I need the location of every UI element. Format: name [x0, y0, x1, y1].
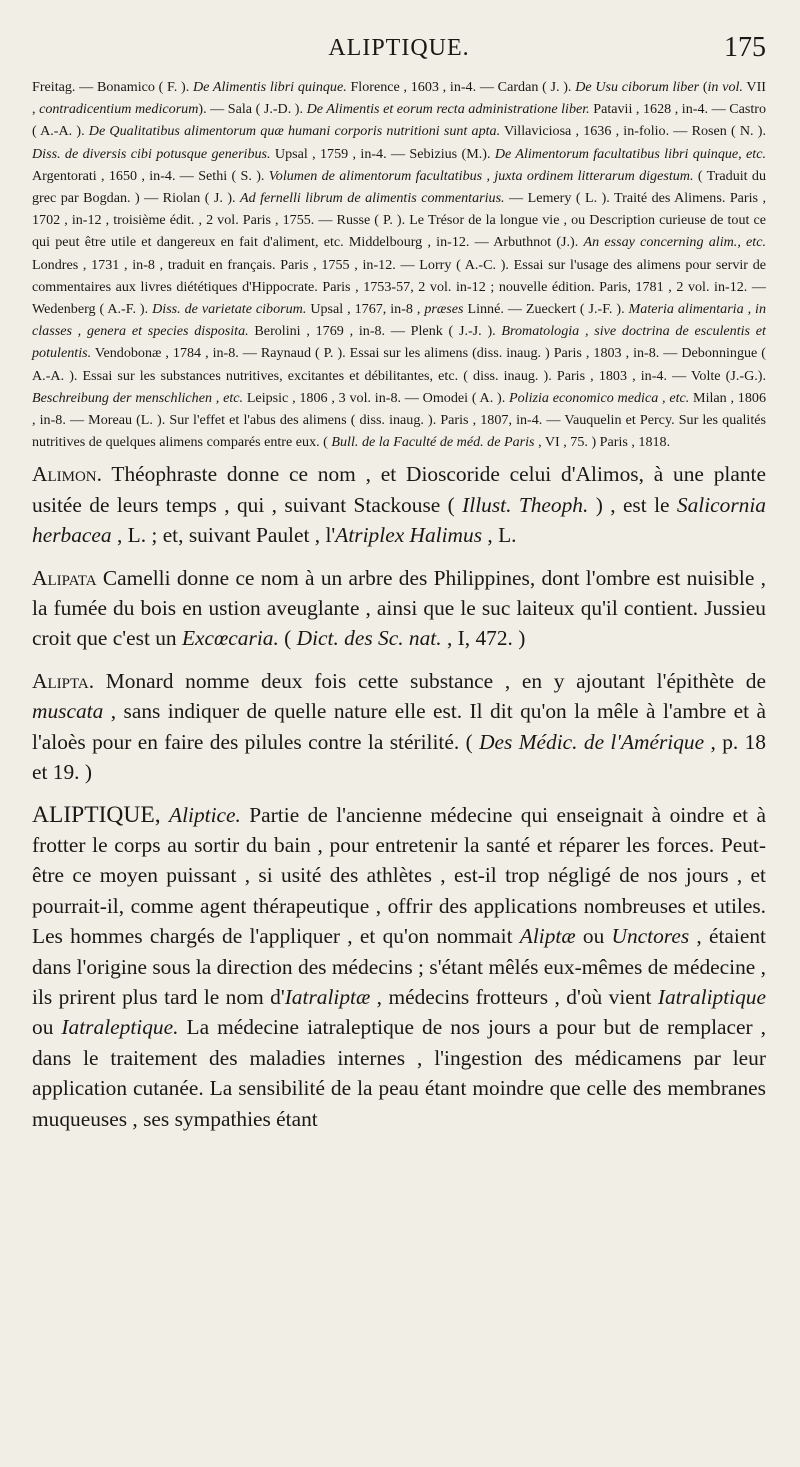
text-run: Patavii , 1628 , in-4. — Castro ( A.-A. ). — [32, 101, 766, 140]
dictionary-entries — [32, 459, 766, 1134]
italic-text: Volumen de alimentorum facultatibus , juxta ordinem litterarum digestum. — [268, 167, 694, 184]
text-run: , p. 18 et 19. ) — [32, 729, 766, 785]
text-run: Partie de l'ancienne médecine qui enseignait à oindre et à frotter le corps au sortir du bain , pour entretenir la santé et réparer les forces. Peut-être ce moyen puissant , si usité des athlètes , est-il trop négligé de nos jours , et pourrait-il, comme agent thérapeutique , offrir des applications nombreuses et utiles. Les hommes chargés de l'appliquer , et qu'on nommait — [32, 802, 766, 949]
text-run: , VI , 75. ) Paris , 1818. — [534, 434, 671, 451]
entry-headword: Alipta. — [32, 668, 95, 693]
italic-text: Bromatologia , sive doctrina de esculentis et potulentis. — [32, 323, 766, 362]
text-run: , L. — [482, 523, 517, 548]
italic-text: Diss. de varietate ciborum. — [152, 301, 307, 318]
italic-text: Bull. de la Faculté de méd. de Paris — [331, 434, 535, 451]
text-run: ). — Sala ( J.-D. ). — [198, 101, 307, 118]
text-run: ( Traduit du grec par Bogdan. ) — Riolan ( J. ). — [32, 167, 766, 207]
text-run: ) , est le — [588, 492, 677, 517]
text-run: Camelli donne ce nom à un arbre des Philippines, dont l'ombre est nuisible , la fumée du bois en ustion aveuglante , ainsi que le suc laiteux qu'il contient. Jussieu croit que c'est un — [32, 565, 766, 651]
text-run: La médecine iatraleptique de nos jours a pour but de remplacer , dans le traitement des maladies internes , l'ingestion des médicamens par leur application cutanée. La sensibilité de la peau étant moindre que celle des membranes muqueuses , ses sympathies étant — [32, 1015, 766, 1131]
italic-text: De Usu ciborum liber — [575, 79, 700, 95]
text-run: ( — [699, 79, 708, 95]
text-run: Berolini , 1769 , in-8. — Plenk ( J.-J. ). — [248, 323, 502, 340]
italic-text: in vol. — [707, 79, 743, 95]
italic-text: Iatraleptique. — [61, 1015, 179, 1040]
text-run: ou — [575, 924, 612, 949]
dictionary-entry — [32, 459, 766, 550]
text-run: , I, 472. ) — [441, 626, 526, 651]
text-run: Milan , 1806 , in-8. — Moreau (L. ). Sur l'effet et l'abus des alimens ( diss. inaug. ). Paris , 1807, in-4. — Vauquelin et Percy. Sur les qualités nutritives de quelques alimens comparés entre eux. ( — [32, 389, 766, 451]
italic-text: Salicornia herbacea — [32, 492, 766, 548]
text-run: , L. ; et, suivant Paulet , l' — [111, 523, 336, 548]
italic-text: Diss. de diversis cibi potusque generibus. — [32, 145, 271, 162]
italic-text: An essay concerning alim., etc. — [583, 234, 767, 251]
italic-text: Polizia economico medica , etc. — [509, 389, 690, 406]
text-run: Vendobonæ , 1784 , in-8. — Raynaud ( P. ). Essai sur les alimens (diss. inaug. ) Paris , 1803 , in-8. — Debonningue ( A.-A. ). Essai sur les substances nutritives, excitantes et débilitantes, etc. ( diss. inaug. ). Paris , 1803 , in-4. — Volte (J.-G.). — [32, 345, 766, 384]
text-run: VII , — [32, 79, 766, 118]
italic-text: De Alimentis et eorum recta administratione liber. — [306, 101, 590, 118]
bibliography-block — [32, 76, 766, 453]
dictionary-entry — [32, 666, 766, 788]
italic-text: De Qualitatibus alimentorum quæ humani corporis nutritioni sunt apta. — [88, 123, 501, 140]
text-run: , médecins frotteurs , d'où vient — [370, 984, 658, 1009]
text-run: — Lemery ( L. ). Traité des Alimens. Paris , 1702 , in-12 , troisième édit. , 2 vol. Paris , 1755. — Russe ( P. ). Le Trésor de la longue vie , ou Description curieuse de tout ce qui peut être utile et dangereux en fait d'aliment, etc. Middelbourg , in-12. — Arbuthnot (J.). — [32, 190, 766, 251]
page-number: 175 — [724, 32, 766, 63]
entry-headword: Alimon. — [32, 462, 102, 487]
text-run: Linné. — Zueckert ( J.-F. ). — [463, 301, 629, 318]
text-run: Freitag. — Bonamico ( F. ). — [32, 79, 193, 95]
entry-headword: ALIPTIQUE, — [32, 801, 161, 828]
italic-text: Materia alimentaria , in classes , genera et species disposita. — [32, 301, 767, 340]
page-header — [32, 28, 766, 68]
text-run: Leipsic , 1806 , 3 vol. in-8. — Omodei ( A. ). — [243, 389, 510, 406]
italic-text: Dict. des Sc. nat. — [296, 626, 442, 651]
italic-text: Des Médic. de l'Amérique — [479, 729, 705, 754]
text-run: Upsal , 1767, in-8 , — [306, 301, 425, 318]
text-run: Monard nomme deux fois cette substance , en y ajoutant l'épithète de — [94, 668, 766, 693]
italic-text: De Alimentorum facultatibus libri quinque, etc. — [494, 145, 766, 162]
dictionary-entry — [32, 563, 766, 654]
text-run: Théophraste donne ce nom , et Dioscoride celui d'Alimos, à une plante usitée de leurs temps , qui , suivant Stackouse ( — [32, 462, 766, 517]
italic-text: Beschreibung der menschlichen , etc. — [32, 389, 244, 406]
text-run: Upsal , 1759 , in-4. — Sebizius (M.). — [270, 145, 495, 162]
italic-text: Illust. Theoph. — [462, 492, 589, 517]
text-run: ( — [278, 626, 297, 651]
text-run: , étaient dans l'origine sous la direction des médecins ; s'étant mêlés eux-mêmes de médecine , ils prirent plus tard le nom d' — [32, 924, 766, 1009]
text-run: Londres , 1731 , in-8 , traduit en français. Paris , 1755 , in-12. — Lorry ( A.-C. ). Essai sur l'usage des alimens pour servir de commentaires aux livres diététiques d'Hippocrate. Paris , 1753-57, 2 vol. in-12 ; nouvelle édition. Paris, 1781 , 2 vol. in-12. — Wedenberg ( A.-F. ). — [32, 256, 766, 318]
text-run — [161, 803, 169, 827]
dictionary-entry — [32, 800, 766, 1134]
text-run: ou — [32, 1015, 62, 1040]
italic-text: Atriplex Halimus — [335, 523, 483, 548]
italic-text: Aliptæ — [519, 924, 576, 949]
text-run: , sans indiquer de quelle nature elle est. Il dit qu'on la mêle à l'ambre et à l'aloès pour en faire des pilules contre la stérilité. ( — [32, 699, 766, 754]
italic-text: muscata — [32, 699, 104, 724]
italic-text: De Alimentis libri quinque. — [192, 79, 347, 95]
italic-text: Iatraliptæ — [284, 984, 371, 1009]
italic-text: Excœcaria. — [181, 626, 279, 651]
italic-text: præses — [424, 301, 464, 318]
italic-text: Ad fernelli librum de alimentis commentarius. — [240, 190, 505, 207]
text-run: Florence , 1603 , in-4. — Cardan ( J. ). — [346, 79, 576, 95]
italic-text: Unctores — [611, 924, 690, 949]
running-title: ALIPTIQUE. — [328, 35, 470, 61]
italic-text: Aliptice. — [169, 802, 241, 827]
entry-headword: Alipata — [32, 565, 97, 590]
text-run: Argentorati , 1650 , in-4. — Sethi ( S. ). — [32, 167, 269, 184]
text-run: Villaviciosa , 1636 , in-folio. — Rosen ( N. ). — [500, 123, 766, 140]
italic-text: contradicentium medicorum — [39, 101, 199, 118]
italic-text: Iatraliptique — [657, 984, 766, 1009]
